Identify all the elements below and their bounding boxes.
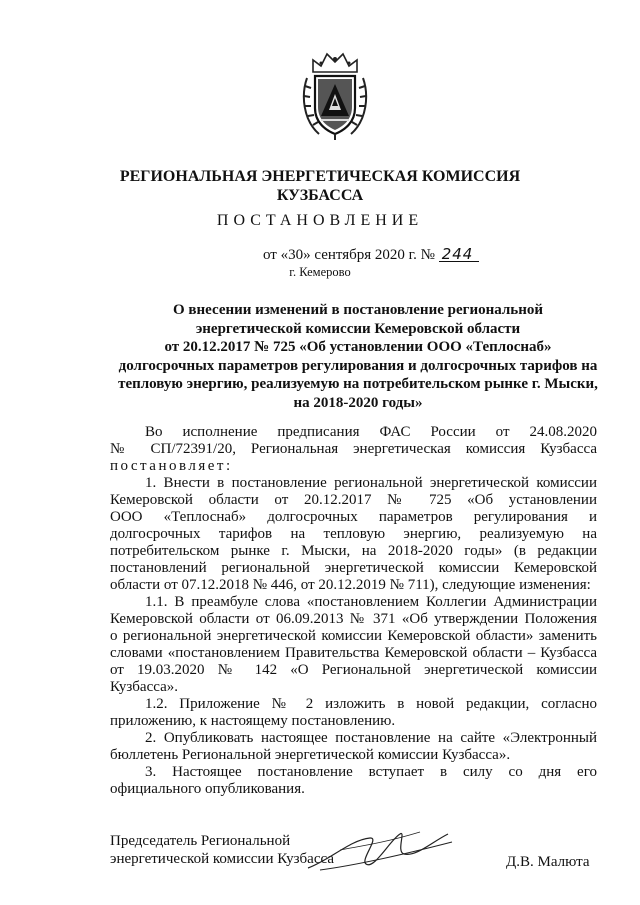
signatory-name: Д.В. Малюта xyxy=(506,854,590,870)
document-date-line xyxy=(263,247,479,264)
document-title xyxy=(108,301,608,412)
body-line: долгосрочных тарифов на тепловую энергию, реализуемую на xyxy=(110,526,597,542)
title-line: энергетической комиссии Кемеровской области xyxy=(195,320,521,337)
document-body xyxy=(110,424,597,798)
organization-name: РЕГИОНАЛЬНАЯ ЭНЕРГЕТИЧЕСКАЯ КОМИССИЯ xyxy=(119,168,521,185)
body-line: Во исполнение предписания ФАС России от 24.08.2020 xyxy=(145,424,597,440)
title-line: О внесении изменений в постановление региональной xyxy=(173,302,543,318)
title-line: долгосрочных параметров регулирования и долгосрочных тарифов на xyxy=(118,357,598,374)
body-line: от 19.03.2020 № 142 «О Региональной энергетической комиссии xyxy=(110,662,597,678)
body-line: о региональной энергетической комиссии Кемеровской области» заменить xyxy=(110,628,597,644)
document-type: ПОСТАНОВЛЕНИЕ xyxy=(216,212,424,229)
body-line: потребительском рынке г. Мыски, на 2018-2020 годы» (в редакции xyxy=(110,543,597,559)
coat-of-arms-icon xyxy=(299,50,371,142)
signatory-position-line: Председатель Региональной xyxy=(110,833,291,849)
body-line: ООО «Теплоснаб» долгосрочных параметров регулирования и xyxy=(110,509,597,525)
body-line: словами «постановлением Правительства Кемеровской области – Кузбасса xyxy=(110,645,597,661)
body-line: Кемеровской области от 20.12.2017 № 725 «Об установлении xyxy=(110,492,597,508)
body-line: постановляет: xyxy=(110,458,233,474)
organization-name-line2: КУЗБАССА xyxy=(276,187,364,204)
body-line: области от 07.12.2018 № 446, от 20.12.2019 № 711), следующие изменения: xyxy=(110,577,591,593)
body-line: 3. Настоящее постановление вступает в силу со дня его xyxy=(145,764,597,780)
body-line: постановлений региональной энергетической комиссии Кемеровской xyxy=(110,560,597,576)
body-line: Кузбасса». xyxy=(110,679,178,695)
body-line: официального опубликования. xyxy=(110,781,305,797)
document-city: г. Кемерово xyxy=(289,265,351,279)
signatory-position-line: энергетической комиссии Кузбасса xyxy=(110,851,334,867)
body-line: бюллетень Региональной энергетической комиссии Кузбасса». xyxy=(110,747,511,763)
body-line: № СП/72391/20, Региональная энергетическая комиссия Кузбасса xyxy=(110,441,597,457)
body-line: 1. Внести в постановление региональной энергетической комиссии xyxy=(145,475,597,491)
body-line: 2. Опубликовать настоящее постановление на сайте «Электронный xyxy=(145,730,597,746)
document-date: от «30» сентября 2020 г. № xyxy=(263,247,435,263)
body-line: Кемеровской области от 06.09.2013 № 371 «Об утверждении Положения xyxy=(110,611,597,627)
body-line: приложению, к настоящему постановлению. xyxy=(110,713,396,729)
body-line: 1.1. В преамбуле слова «постановлением Коллегии Администрации xyxy=(145,594,597,610)
handwritten-signature xyxy=(300,820,460,880)
title-line: на 2018-2020 годы» xyxy=(293,394,423,411)
body-line: 1.2. Приложение № 2 изложить в новой редакции, согласно xyxy=(145,696,597,712)
title-line: от 20.12.2017 № 725 «Об установлении ООО «Теплоснаб» xyxy=(164,339,552,355)
title-line: тепловую энергию, реализуемую на потребительском рынке г. Мыски, xyxy=(118,376,598,392)
document-number: 244 xyxy=(439,247,480,262)
